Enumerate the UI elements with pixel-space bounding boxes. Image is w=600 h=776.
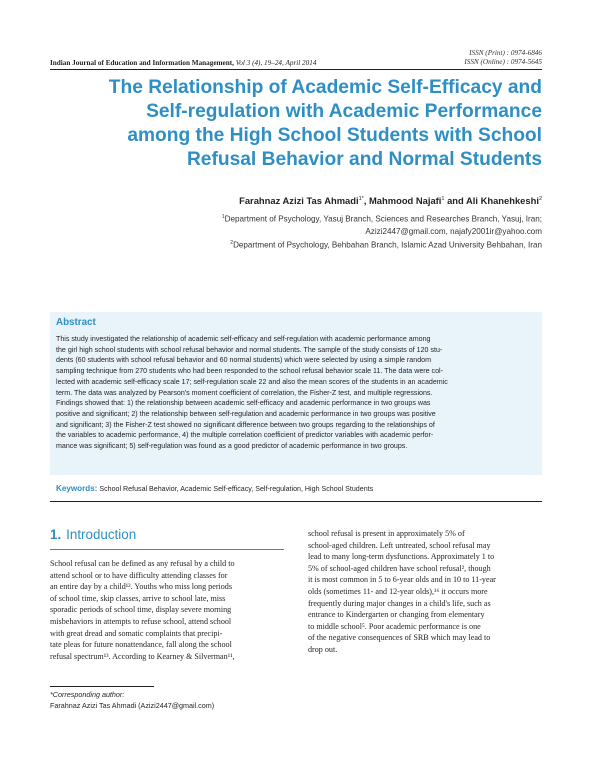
issn-print: ISSN (Print) : 0974-6846 [469, 49, 542, 57]
footnote-divider [50, 686, 154, 687]
abstract-line: the variables to academic performance, 4) the multiple correlation coefficient of predictor variables with academic perfor- [56, 431, 434, 440]
body-line: attend school or to have difficulty attending classes for [50, 570, 228, 580]
abstract-line: the girl high school students with school refusal behavior and normal students. The sample of the study consists of 120 stu- [56, 345, 443, 354]
affiliation-emails: Azizi2447@gmail.com, najafy2001ir@yahoo.com [365, 227, 542, 236]
body-line: tate pleas for future nonattendance, fall along the school [50, 640, 232, 650]
abstract-heading: Abstract [56, 317, 96, 328]
body-line: drop out. [308, 644, 338, 654]
body-line: of school time, skip classes, arrive to school late, miss [50, 593, 226, 603]
title-line: The Relationship of Academic Self-Efficacy and [108, 77, 542, 98]
body-line: 5% of school-aged children have school refusal², though [308, 563, 491, 573]
affiliation-2 [230, 240, 542, 250]
body-line: school refusal is present in approximately 5% of [308, 529, 465, 538]
abstract-line: term. The data was analyzed by Pearson's moment coefficient of correlation, the Fisher-Z test, and multiple regressions. [56, 388, 433, 397]
abstract-line: dents (60 students with school refusal behavior and 60 normal students) which were selected by using a simple random [56, 356, 431, 365]
author-name: Farahnaz Azizi Tas Ahmadi [239, 195, 359, 206]
abstract-body [56, 334, 536, 452]
keywords [56, 484, 373, 493]
abstract-line: This study investigated the relationship of academic self-efficacy and self-regulation with academic performance among [56, 335, 431, 343]
keywords-label: Keywords: [56, 484, 98, 493]
author-affil-mark: 1* [358, 195, 364, 202]
corresponding-author-text: Farahnaz Azizi Tas Ahmadi (Azizi2447@gmail.com) [50, 701, 215, 710]
body-line: lead to many long-term dysfunctions. Approximately 1 to [308, 552, 495, 562]
affil-mark: 1 [221, 214, 225, 220]
section-heading-introduction [50, 527, 136, 542]
body-line: School refusal can be defined as any refusal by a child to [50, 559, 235, 568]
body-column-left [50, 558, 284, 662]
body-line: with great dread and somatic complaints that precipi- [50, 628, 223, 638]
title-line: among the High School Students with School [127, 125, 542, 146]
journal-details: Vol 3 (4), 19–24, April 2014 [235, 59, 317, 67]
header-divider [50, 69, 542, 70]
author-separator: , [363, 195, 369, 206]
body-line: olds (sometimes 11- and 12-year olds),¹⁶ it occurs more [308, 586, 488, 596]
journal-citation [50, 59, 316, 67]
title-line: Self-regulation with Academic Performance [146, 101, 542, 122]
section-number: 1. [50, 527, 62, 542]
affil-text: Department of Psychology, Yasuj Branch, Sciences and Researches Branch, Yasuj, Iran; [224, 214, 542, 224]
author-name: Ali Khanehkeshi [466, 195, 539, 206]
abstract-line: Findings showed that: 1) the relationship between academic self-efficacy and academic performance in two groups was [56, 399, 431, 408]
corresponding-author-label: *Corresponding author: [50, 690, 125, 699]
author-affil-mark: 2 [538, 195, 542, 202]
section-heading-underline [50, 549, 284, 550]
affiliation-1 [222, 214, 542, 224]
abstract-box [50, 312, 542, 475]
body-line: to middle school⁵. Poor academic performance is one [308, 621, 481, 631]
abstract-line: and significant; 3) the Fisher-Z test showed no significant difference between two groups regarding to the relationships of [56, 420, 435, 429]
body-line: sporadic periods of school time, display severe morning [50, 605, 232, 615]
body-line: it is most common in 5 to 6-year olds and in 10 to 11-year [308, 575, 496, 585]
body-line: misbehaviors in attempts to refuse school, attend school [50, 616, 232, 626]
abstract-line: mance was significant; 5) self-regulation was found as a good predictor of academic performance in two groups. [56, 442, 408, 451]
title-line: Refusal Behavior and Normal Students [186, 149, 542, 170]
body-line: school-aged children. Left untreated, school refusal may [308, 540, 491, 550]
body-line: refusal spectrum¹³. According to Kearney & Silverman¹¹, [50, 651, 235, 661]
keywords-text: School Refusal Behavior, Academic Self-efficacy, Self-regulation, High School Students [99, 485, 374, 493]
body-line: frequently during major changes in a child's life, such as [308, 598, 491, 608]
keywords-divider [50, 501, 542, 502]
journal-name: Indian Journal of Education and Information Management, [50, 59, 234, 67]
body-line: an entire day by a child¹². Youths who miss long periods [50, 582, 233, 592]
issn-online: ISSN (Online) : 0974-5645 [464, 58, 542, 66]
body-line: entrance to Kindergarten or changing from elementary [308, 610, 485, 620]
paper-title [60, 76, 542, 172]
section-title: Introduction [66, 527, 137, 542]
body-column-right [308, 528, 542, 656]
author-name: Mahmood Najafi [369, 195, 442, 206]
author-affil-mark: 1 [441, 195, 445, 202]
abstract-line: sampling technique from 270 students who had been responded to the school refusal behavior scale 11. The data were col- [56, 367, 443, 376]
abstract-line: lected with academic self-efficacy scale 17; self-regulation scale 22 and also the mean scores of the students in an academic [56, 377, 448, 386]
affil-mark: 2 [230, 240, 234, 246]
abstract-line: positive and significant; 2) the relationship between self-regulation and academic performance in two groups was positive [56, 409, 436, 418]
author-separator: and [444, 195, 466, 206]
author-list [239, 195, 542, 206]
affil-text: Department of Psychology, Behbahan Branch, Islamic Azad University Behbahan, Iran [233, 240, 542, 250]
body-line: of the negative consequences of SRB which may lead to [308, 633, 491, 643]
